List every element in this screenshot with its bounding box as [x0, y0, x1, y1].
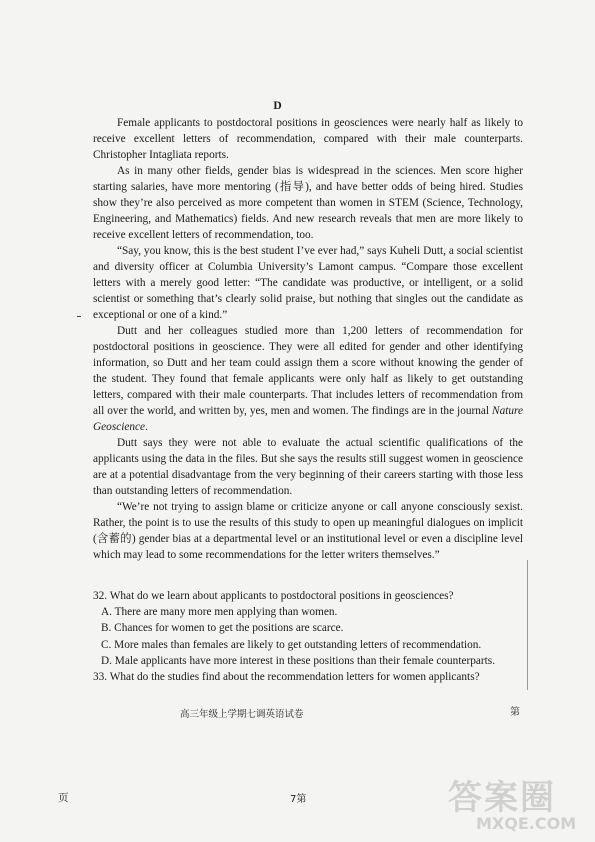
- exam-title-footer: 高三年级上学期七调英语试卷: [180, 709, 304, 720]
- passage-paragraph-6: “We’re not trying to assign blame or criticize anyone or call anyone consciously sexist. Rather, the point is to use the results of this study to open up meaningful dialogues on implicit (含蓄的) gender bias at a departmental level or an institutional level or even a discipline level which may lead to some recommendations for the letter writers themselves.”: [93, 501, 523, 561]
- question-32-option-d: D. Male applicants have more interest in these positions than their female counterparts.: [101, 654, 496, 667]
- passage-paragraph-5: Dutt says they were not able to evaluate the actual scientific qualifications of the applicants using the data in the files. But she says the results still suggest women in geoscience are at a potential disadvantage from the very beginning of their careers starting with those less than outstanding letters of recommendation.: [93, 437, 523, 497]
- watermark-site: MXQE.COM: [476, 814, 577, 833]
- question-32-stem: 32. What do we learn about applicants to postdoctoral positions in geosciences?: [93, 590, 454, 602]
- question-32-option-c: C. More males than females are likely to get outstanding letters of recommendation.: [101, 638, 482, 651]
- question-32-option-a: A. There are many more men applying than women.: [101, 606, 338, 619]
- site-watermark-logo: [448, 770, 588, 838]
- page-number-center: 7第: [290, 794, 307, 805]
- section-letter: D: [273, 100, 282, 112]
- watermark-mark: 答案圈: [448, 778, 556, 818]
- paragraph-4-text: Dutt and her colleagues studied more than 1,200 letters of recommendation for postdoctoral positions in geoscience. They were all edited for gender and other identifying information, so Dutt and her team could assign them a score without knowing the gender of the student. They found that female applicants were only half as likely to get outstanding letters, compared with their male counterparts. That includes letters of recommendation from all over the world, and written by, yes, men and women. The findings are in the journal: [93, 325, 523, 417]
- paragraph-4-end: .: [145, 421, 148, 433]
- page-label-left: 页: [58, 792, 69, 804]
- scan-edge-line: [527, 560, 528, 690]
- margin-mark: [77, 316, 81, 317]
- question-32-option-b: B. Chances for women to get the positions are scarce.: [101, 622, 344, 635]
- passage-paragraph-3: “Say, you know, this is the best student I’ve ever had,” says Kuheli Dutt, a social scientist and diversity officer at Columbia University’s Lamont campus. “Compare those excellent letters with a merely good letter: “The candidate was productive, or intelligent, or a solid scientist or something that’s clearly solid praise, but nothing that singles out the candidate as exceptional or one of a kind.”: [93, 245, 523, 321]
- question-block: [93, 588, 523, 685]
- question-33-stem: 33. What do the studies find about the recommendation letters for women applicants?: [93, 671, 480, 684]
- reading-passage: [93, 115, 523, 563]
- passage-paragraph-2: As in many other fields, gender bias is widespread in the sciences. Men score higher starting salaries, have more mentoring (指导), and have better odds of being hired. Studies show they’re also perceived as more competent than women in STEM (Science, Technology, Engineering, and Mathematics) fields. And new research reveals that men are more likely to receive excellent letters of recommendation, too.: [93, 165, 523, 241]
- passage-paragraph-1: Female applicants to postdoctoral positions in geosciences were nearly half as likely to receive excellent letters of recommendation, compared with their male counterparts. Christopher Intagliata reports.: [93, 117, 523, 161]
- journal-name: Nature Geoscience: [93, 405, 523, 433]
- passage-paragraph-4: [93, 323, 523, 435]
- footer-page-fragment: 第: [510, 707, 520, 718]
